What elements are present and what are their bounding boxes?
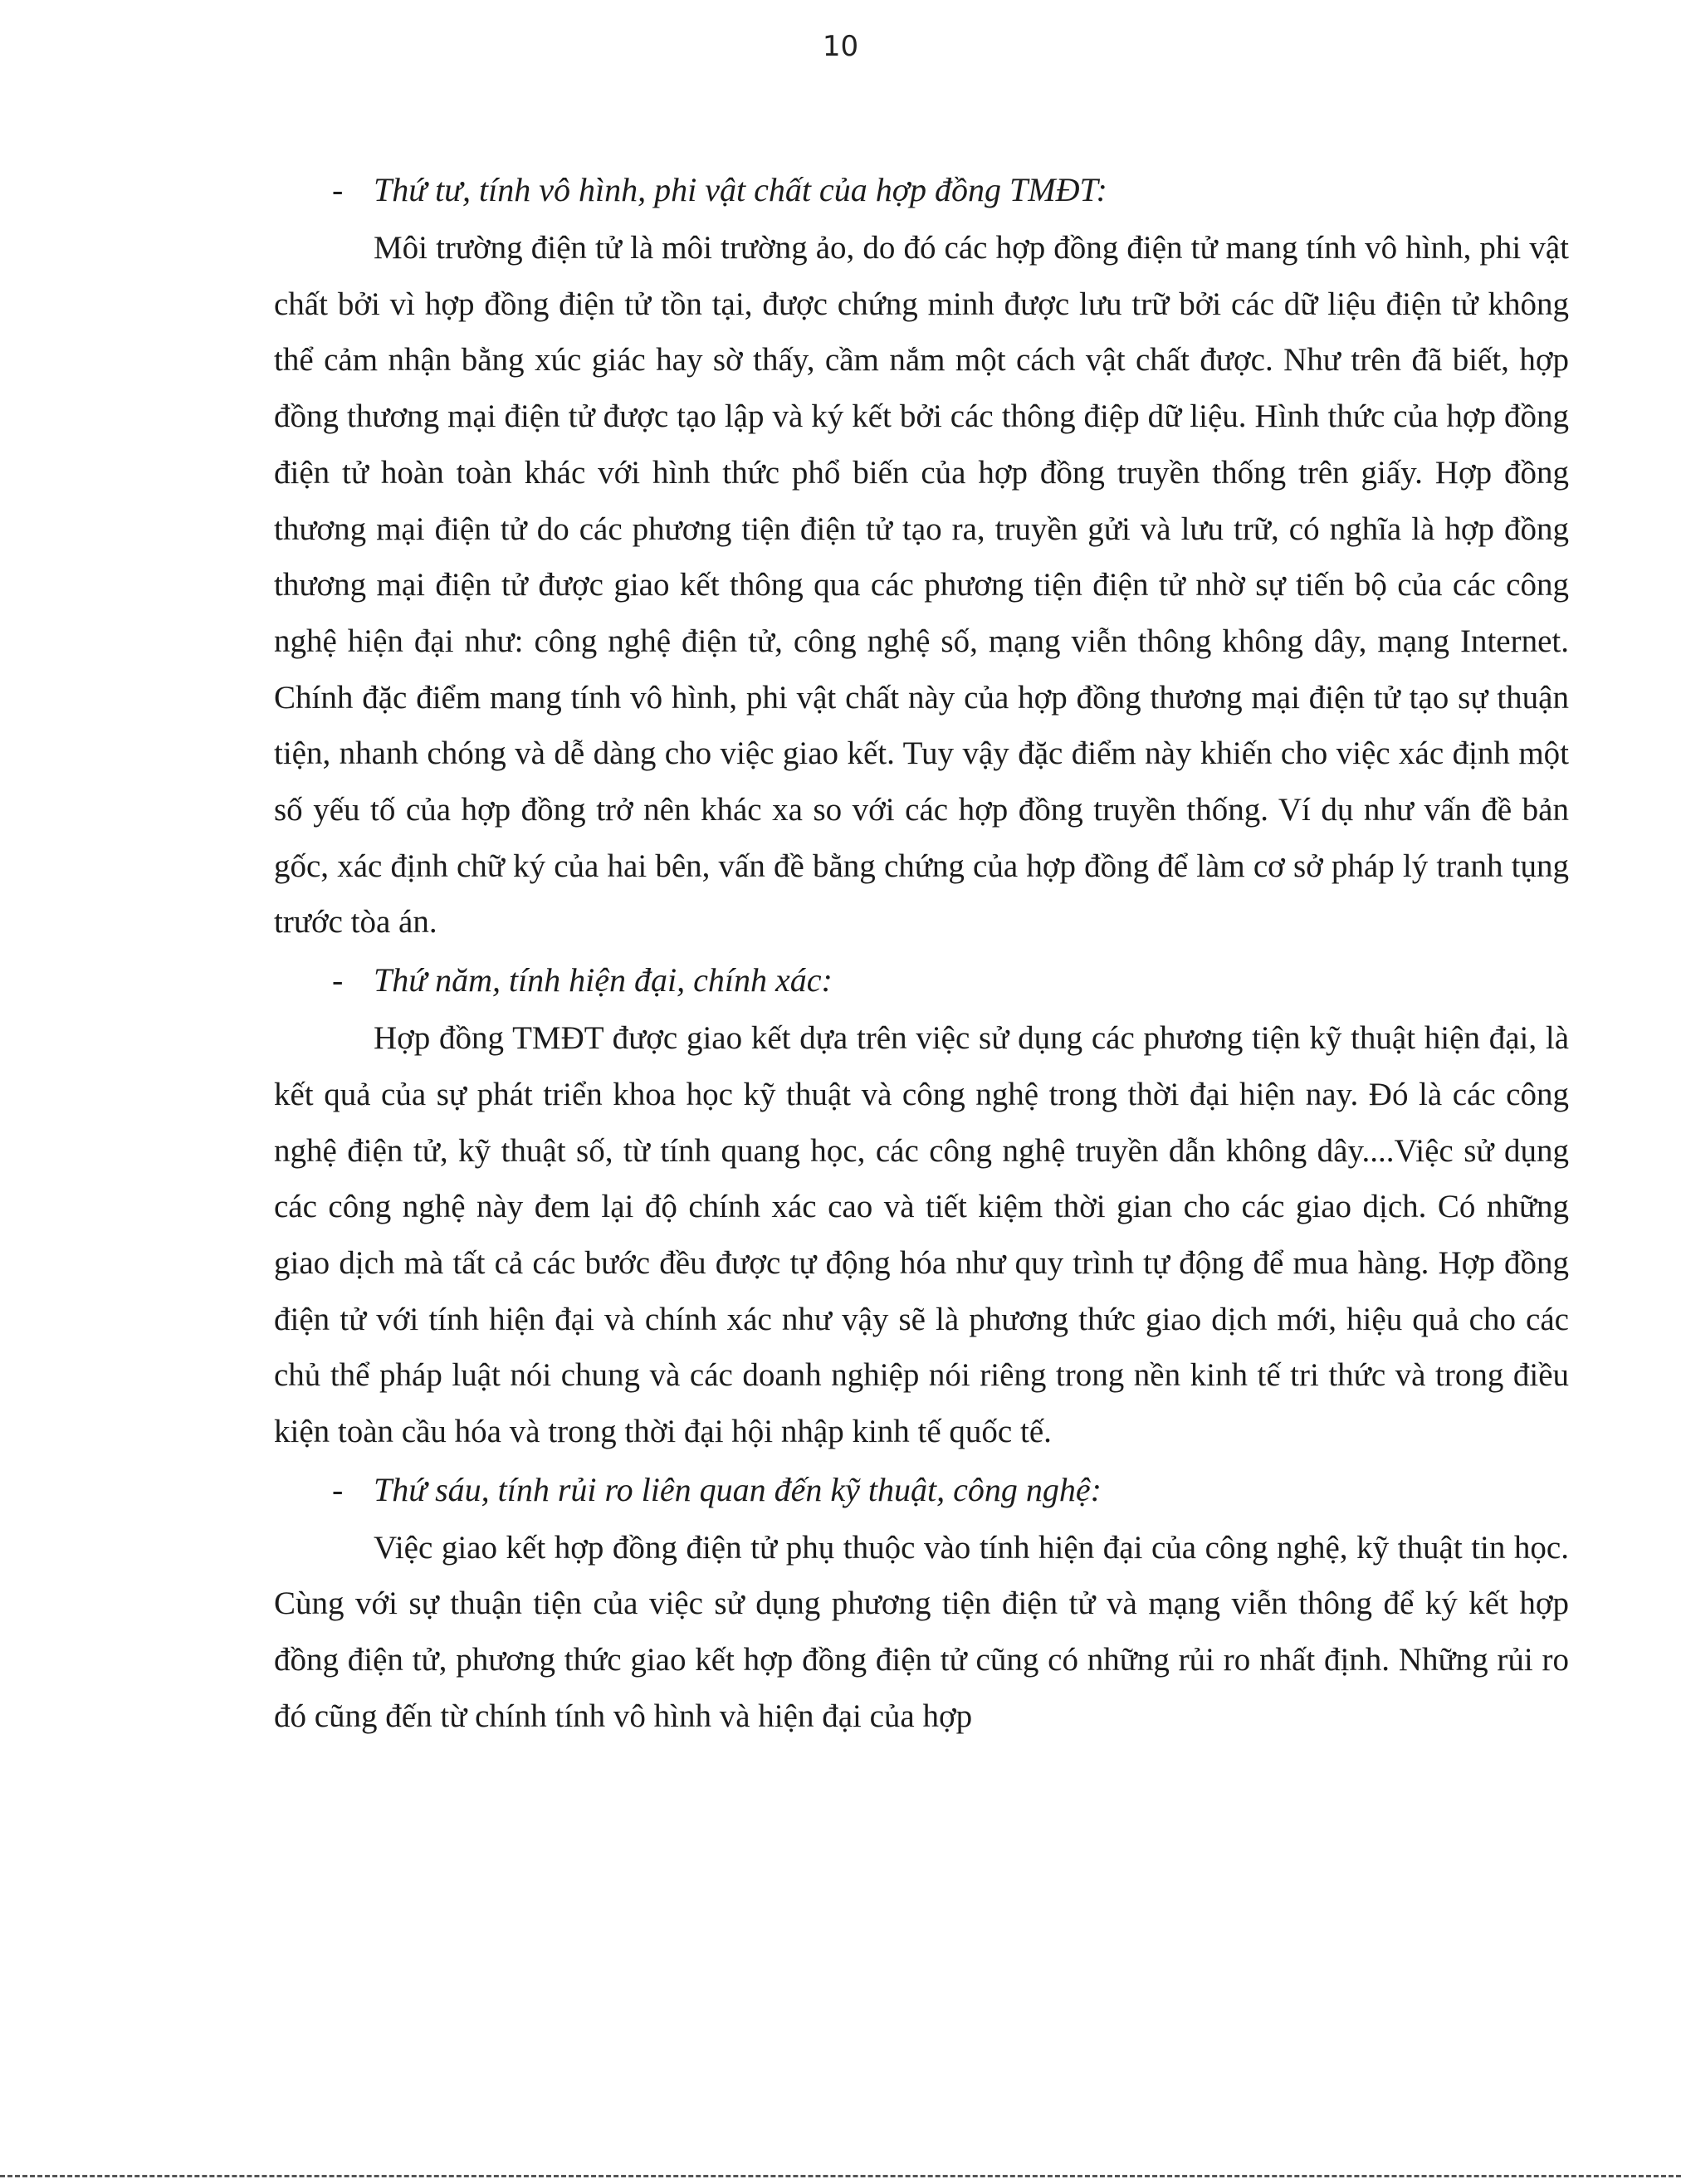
section-paragraph-4: Môi trường điện tử là môi trường ảo, do đó các hợp đồng điện tử mang tính vô hình, phi vật chất bởi vì hợp đồng điện tử tồn tại, được chứng minh được lưu trữ bởi các dữ liệu điện tử không thể cảm nhận bằng xúc giác hay sờ thấy, cầm nắm một cách vật chất được. Như trên đã biết, hợp đồng thương mại điện tử được tạo lập và ký kết bởi các thông điệp dữ liệu. Hình thức của hợp đồng điện tử hoàn toàn khác với hình thức phổ biến của hợp đồng truyền thống trên giấy. Hợp đồng thương mại điện tử do các phương tiện điện tử tạo ra, truyền gửi và lưu trữ, có nghĩa là hợp đồng thương mại điện tử được giao kết thông qua các phương tiện điện tử nhờ sự tiến bộ của các công nghệ hiện đại như: công nghệ điện tử, công nghệ số, mạng viễn thông không dây, mạng Internet. Chính đặc điểm mang tính vô hình, phi vật chất này của hợp đồng thương mại điện tử tạo sự thuận tiện, nhanh chóng và dễ dàng cho việc giao kết. Tuy vậy đặc điểm này khiến cho việc xác định một số yếu tố của hợp đồng trở nên khác xa so với các hợp đồng truyền thống. Ví dụ như vấn đề bản gốc, xác định chữ ký của hai bên, vấn đề bằng chứng của hợp đồng để làm cơ sở pháp lý tranh tụng trước tòa án. — [274, 230, 1569, 941]
section-heading-6 — [274, 1462, 1569, 1518]
page-number: 10 — [822, 30, 859, 63]
bullet-dash: - — [332, 961, 344, 999]
bottom-dashed-rule — [0, 2175, 1681, 2177]
section-heading-text: Thứ năm, tính hiện đại, chính xác: — [374, 961, 833, 999]
bullet-dash: - — [332, 171, 344, 208]
section-paragraph-6: Việc giao kết hợp đồng điện tử phụ thuộc vào tính hiện đại của công nghệ, kỹ thuật tin học. Cùng với sự thuận tiện của việc sử dụng phương tiện điện tử và mạng viễn thông để ký kết hợp đồng điện tử, phương thức giao kết hợp đồng điện tử cũng có những rủi ro nhất định. Những rủi ro đó cũng đến từ chính tính vô hình và hiện đại của hợp — [274, 1529, 1569, 1734]
section-heading-4 — [274, 162, 1569, 218]
section-paragraph-5: Hợp đồng TMĐT được giao kết dựa trên việc sử dụng các phương tiện kỹ thuật hiện đại, là kết quả của sự phát triển khoa học kỹ thuật và công nghệ trong thời đại hiện nay. Đó là các công nghệ điện tử, kỹ thuật số, từ tính quang học, các công nghệ truyền dẫn không dây....Việc sử dụng các công nghệ này đem lại độ chính xác cao và tiết kiệm thời gian cho các giao dịch. Có những giao dịch mà tất cả các bước đều được tự động hóa như quy trình tự động để mua hàng. Hợp đồng điện tử với tính hiện đại và chính xác như vậy sẽ là phương thức giao dịch mới, hiệu quả cho các chủ thể pháp luật nói chung và các doanh nghiệp nói riêng trong nền kinh tế tri thức và trong điều kiện toàn cầu hóa và trong thời đại hội nhập kinh tế quốc tế. — [274, 1020, 1569, 1450]
section-heading-text: Thứ sáu, tính rủi ro liên quan đến kỹ thuật, công nghệ: — [374, 1470, 1102, 1508]
section-heading-5 — [274, 952, 1569, 1009]
section-heading-text: Thứ tư, tính vô hình, phi vật chất của hợp đồng TMĐT: — [374, 171, 1107, 208]
bullet-dash: - — [332, 1470, 344, 1508]
page-body — [274, 162, 1569, 1745]
